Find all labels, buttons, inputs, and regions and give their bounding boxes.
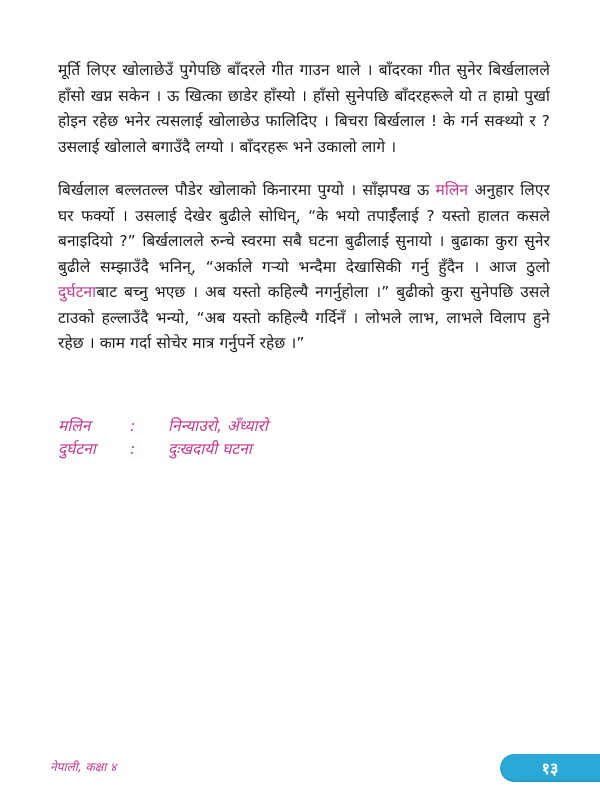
paragraph-text: अनुहार लिएर घर फर्क्यो । उसलाई देखेर बुढीले सोधिन्, “के भयो तपाईँलाई ? यस्तो हालत कसले बनाइदियो ?” बिर्खलालले रुन्चे स्वरमा सबै घटना बुढीलाई सुनायो । बुढाका कुरा सुनेर बुढीले सम्झाउँदै भनिन्, “अर्काले गऱ्यो भन्दैमा देखासिकी गर्नु हुँदैन । आज ठुलो bbox=[58, 181, 551, 276]
glossary-definition: निन्याउरो, अँध्यारो bbox=[168, 417, 268, 435]
book-label: नेपाली, कक्षा ४ bbox=[50, 760, 117, 774]
highlighted-word-malin: मलिन bbox=[435, 181, 469, 199]
page-number-badge bbox=[500, 754, 600, 782]
paragraph-text: बाट बच्नु भएछ । अब यस्तो कहिल्यै नगर्नुहोला ।” बुढीको कुरा सुनेपछि उसले टाउको हल्लाउँदै भन्यो, “अब यस्तो कहिल्यै गर्दिनँ । लोभले लाभ, लाभले विलाप हुने रहेछ । काम गर्दा सोचेर मात्र गर्नुपर्ने रहेछ ।” bbox=[58, 283, 550, 352]
glossary-row bbox=[58, 415, 358, 438]
story-content bbox=[58, 58, 550, 375]
glossary-term: मलिन bbox=[58, 417, 91, 435]
highlighted-word-durghatana: दुर्घटना bbox=[58, 283, 97, 301]
page-number: १३ bbox=[541, 759, 559, 778]
glossary-separator: : bbox=[130, 417, 136, 435]
glossary-definition: दुःखदायी घटना bbox=[168, 440, 252, 458]
glossary-row bbox=[58, 438, 358, 461]
paragraph-text: मूर्ति लिएर खोलाछेउँ पुगेपछि बाँदरले गीत गाउन थाले । बाँदरका गीत सुनेर बिर्खलालले हाँसो खप्न सकेन । ऊ खित्का छाडेर हाँस्यो । हाँसो सुनेपछि बाँदरहरूले यो त हाम्रो पुर्खा होइन रहेछ भनेर त्यसलाई खोलाछेउ फालिदिए । बिचरा बिर्खलाल ! के गर्न सक्थ्यो र ? उसलाई खोलाले बगाउँदै लग्यो । बाँदरहरू भने उकालो लागे । bbox=[58, 61, 550, 156]
glossary-term: दुर्घटना bbox=[58, 440, 96, 458]
glossary bbox=[58, 415, 358, 461]
story-paragraph-2 bbox=[58, 178, 550, 357]
story-paragraph-1 bbox=[58, 58, 550, 160]
paragraph-text: बिर्खलाल बल्लतल्ल पौडेर खोलाको किनारमा पुग्यो । साँझपख ऊ bbox=[58, 181, 436, 199]
glossary-separator: : bbox=[130, 440, 136, 458]
